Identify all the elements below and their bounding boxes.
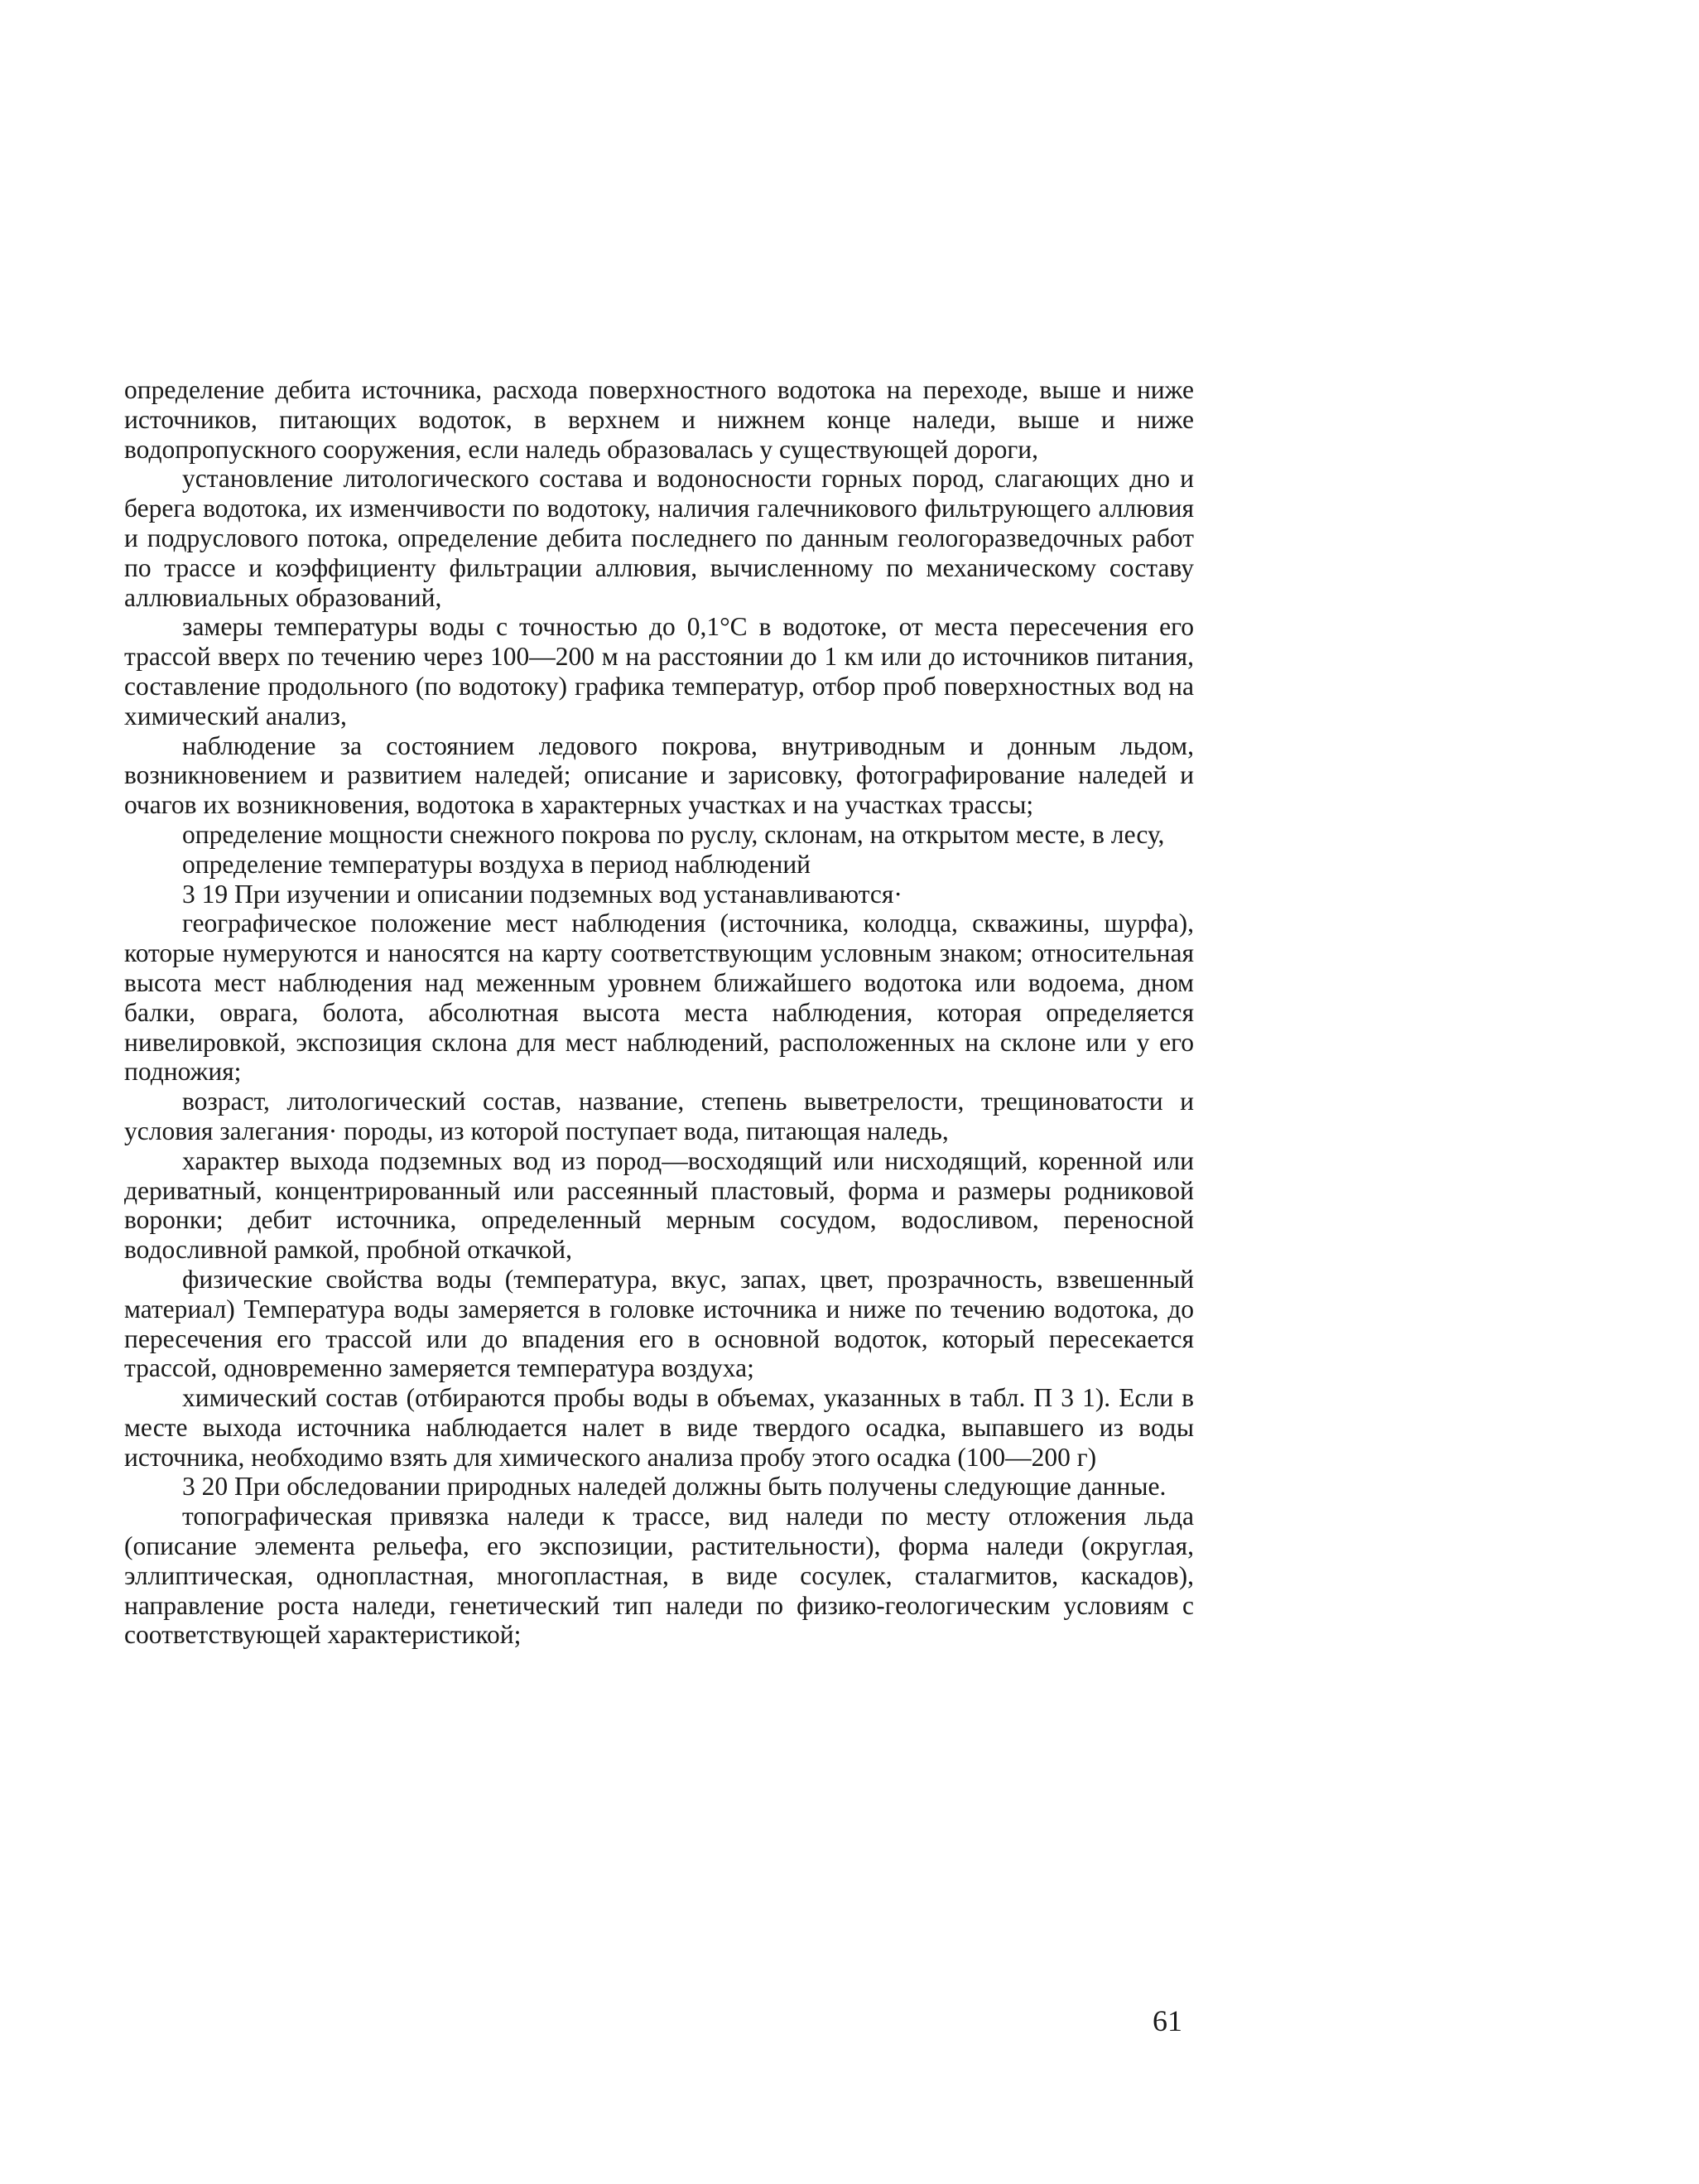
paragraph: химический состав (отбираются пробы воды в объемах, указанных в табл. П 3 1). Если в месте выхода источника наблюдается налет в виде твердого осадка, выпавшего из воды источника, необходимо взять для химического анализа пробу этого осадка (100—200 г) — [124, 1383, 1194, 1472]
paragraph: характер выхода подземных вод из пород—восходящий или нисходящий, коренной или дериватный, концентрированный или рассеянный пластовый, форма и размеры родниковой воронки; дебит источника, определенный мерным сосудом, водосливом, переносной водосливной рамкой, пробной откачкой, — [124, 1145, 1194, 1265]
paragraph: топографическая привязка наледи к трассе, вид наледи по месту отложения льда (описание элемента рельефа, его экспозиции, растительности), форма наледи (округлая, эллиптическая, однопластная, многопластная, в виде сосулек, сталагмитов, каскадов), направление роста наледи, генетический тип наледи по физико-геологическим условиям с соответствующей характеристикой; — [124, 1502, 1194, 1650]
paragraph: наблюдение за состоянием ледового покрова, внутриводным и донным льдом, возникновением и развитием наледей; описание и зарисовку, фотографирование наледей и очагов их возникновения, водотока в характерных участках и на участках трассы; — [124, 730, 1194, 820]
section-heading-paragraph: 3 20 При обследовании природных наледей должны быть получены следующие данные. — [182, 1472, 1167, 1502]
page-number: 61 — [1153, 2004, 1182, 2037]
paragraph: определение дебита источника, расхода поверхностного водотока на переходе, выше и ниже источников, питающих водоток, в верхнем и нижнем конце наледи, выше и ниже водопропускного сооружения, если наледь образовалась у существующей дороги, — [124, 375, 1194, 464]
section-heading-paragraph: 3 19 При изучении и описании подземных вод устанавливаются· — [182, 879, 902, 909]
page-body — [124, 375, 1194, 1650]
paragraph: определение мощности снежного покрова по руслу, склонам, на открытом месте, в лесу, — [182, 819, 1165, 849]
paragraph: географическое положение мест наблюдения (источника, колодца, скважины, шурфа), которые нумеруются и наносятся на карту соответствующим условным знаком; относительная высота мест наблюдения над меженным уровнем ближайшего водотока или водоема, дном балки, оврага, болота, абсолютная высота места наблюдения, которая определяется нивелировкой, экспозиция склона для мест наблюдений, расположенных на склоне или у его подножия; — [124, 909, 1194, 1087]
paragraph: замеры температуры воды с точностью до 0,1°С в водотоке, от места пересечения его трассой вверх по течению через 100—200 м на расстоянии до 1 км или до источников питания, составление продольного (по водотоку) графика температур, отбор проб поверхностных вод на химический анализ, — [124, 612, 1194, 730]
paragraph: возраст, литологический состав, название, степень выветрелости, трещиноватости и условия залегания· породы, из которой поступает вода, питающая наледь, — [124, 1087, 1194, 1145]
paragraph: установление литологического состава и водоносности горных пород, слагающих дно и берега водотока, их изменчивости по водотоку, наличия галечникового фильтрующего аллювия и подруслового потока, определение дебита последнего по данным геологоразведочных работ по трассе и коэффициенту фильтрации аллювия, вычисленному по механическому составу аллювиальных образований, — [124, 464, 1194, 612]
paragraph: определение температуры воздуха в период наблюдений — [182, 849, 811, 879]
paragraph: физические свойства воды (температура, вкус, запах, цвет, прозрачность, взвешенный материал) Температура воды замеряется в головке источника и ниже по течению водотока, до пересечения его трассой или до впадения его в основной водоток, который пересекается трассой, одновременно замеряется температура воздуха; — [124, 1264, 1194, 1383]
